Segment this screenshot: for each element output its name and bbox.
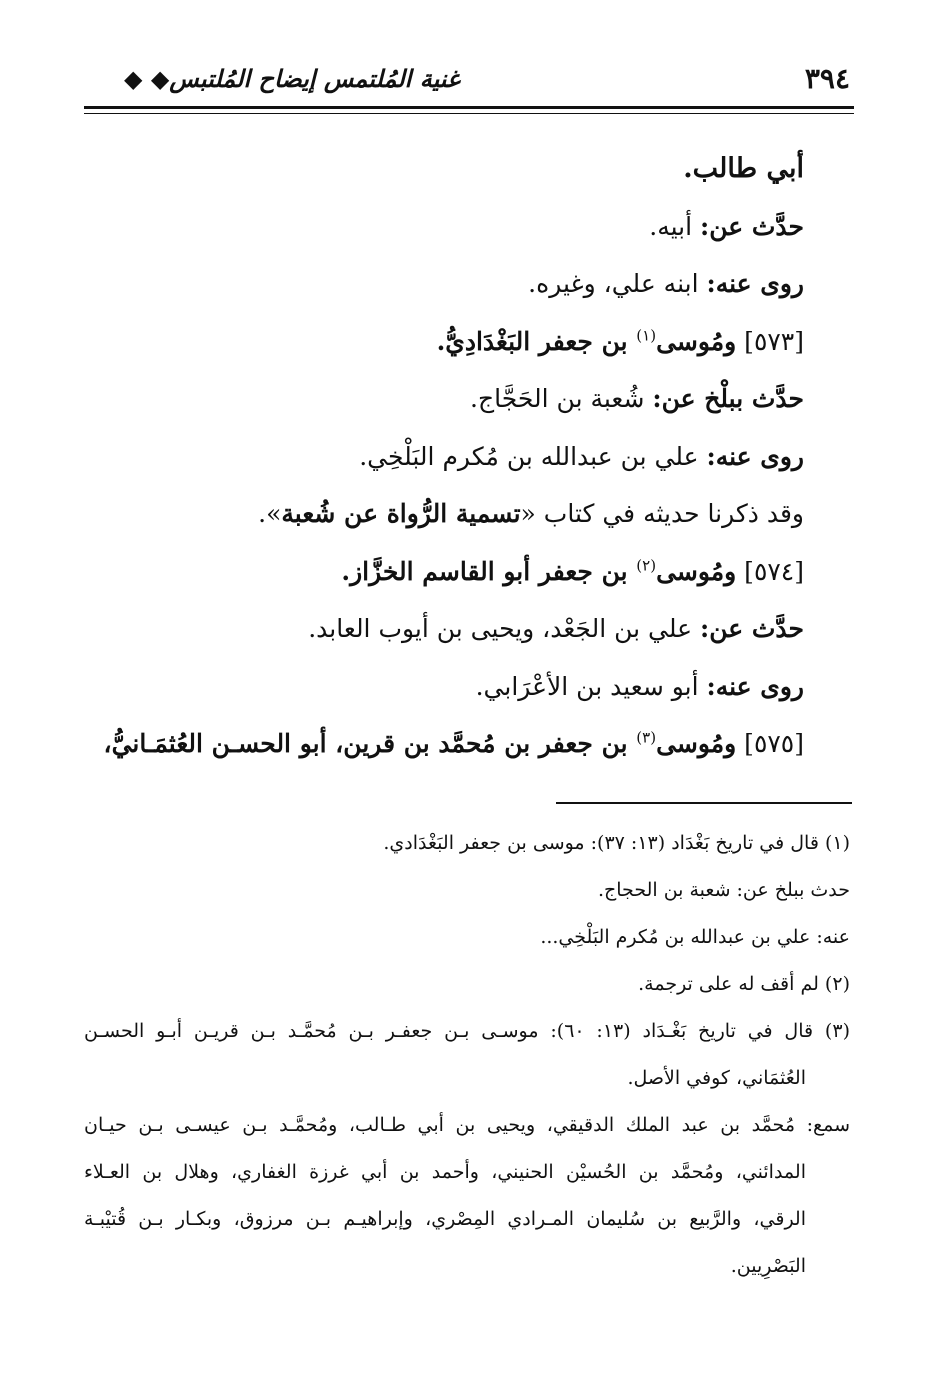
text-line: أبي طالب. (683, 153, 804, 184)
footnotes (84, 820, 850, 1290)
field-label: روى عنه: (706, 671, 804, 701)
field-label: حدَّث ببلْخ عن: (652, 384, 804, 413)
footnote-line: سمع: مُحمَّد بن عبد الملك الدقيقي، ويحيى بن أبي طـالب، ومُحمَّـد بـن عيسـى بـن حيـان (84, 1114, 850, 1136)
text-line (104, 658, 804, 716)
text-pre: وقد ذكرنا حديثه في كتاب « (520, 499, 804, 528)
field-value: شُعبة بن الحَجَّاج. (470, 384, 653, 413)
footnote-line: (١) قال في تاريخ بَغْدَاد (١٣: ٣٧): موسى بن جعفر البَغْدَادي. (383, 832, 850, 854)
text-line (104, 485, 804, 543)
entry-heading (104, 715, 804, 773)
main-text (104, 140, 804, 773)
entry-number: [٥٧٥] (736, 729, 804, 758)
entry-heading (104, 543, 804, 601)
field-label: حدَّث عن: (700, 614, 804, 643)
field-value: علي بن عبدالله بن مُكرم البَلْخِي. (359, 441, 707, 471)
entry-name: ومُوسى (656, 326, 737, 356)
book-title: تسمية الرُّواة عن شُعبة (281, 499, 521, 528)
entry-rest: بن جعفر أبو القاسم الخزَّاز. (341, 556, 637, 586)
text-line (104, 600, 804, 658)
text-post: ». (258, 499, 282, 528)
footnote-line: (٣) قال في تاريخ بَغْـدَاد (١٣: ٦٠): موسـى بـن جعفـر بـن مُحمَّـد بـن قريـن أبـو الحسـن (84, 1020, 850, 1042)
page-header (84, 52, 854, 108)
entry-number: [٥٧٣] (736, 326, 804, 356)
page-number: ٣٩٤ (804, 62, 850, 95)
footnote-line: حدث ببلخ عن: شعبة بن الحجاج. (597, 879, 850, 901)
entry-name: ومُوسى (656, 556, 737, 586)
entry-rest: بن جعفر بن مُحمَّد بن قرين، أبو الحسـن العُثمَـانيُّ، (103, 729, 637, 758)
field-value: أبو سعيد بن الأعْرَابي. (475, 671, 707, 701)
field-label: حدَّث عن: (700, 211, 804, 241)
footnote-line: عنه: علي بن عبدالله بن مُكرم البَلْخِي... (540, 926, 850, 948)
header-rule (84, 106, 854, 109)
footnote-separator (556, 802, 852, 804)
field-label: روى عنه: (706, 441, 804, 471)
text-line (104, 428, 804, 486)
entry-heading (104, 313, 804, 371)
text-line (104, 370, 804, 428)
text-line (104, 255, 804, 313)
footnote-line: المدائني، ومُحمَّد بن الحُسيْن الحنيني، وأحمد بن أبي غرزة الغفاري، وهلال بن العـلاء (84, 1161, 806, 1183)
field-value: ابنه علي، وغيره. (528, 269, 707, 298)
footnote-ref: (١) (636, 326, 657, 345)
footnote-ref: (٢) (636, 556, 657, 575)
field-value: علي بن الجَعْد، ويحيى بن أيوب العابد. (308, 614, 700, 643)
footnote-line: (٢) لم أقف له على ترجمة. (638, 973, 850, 995)
footnote-ref: (٣) (636, 728, 657, 747)
text-line (104, 198, 804, 256)
field-label: روى عنه: (706, 269, 804, 298)
running-title: غنية المُلتمس إيضاح المُلتبس◆ ◆ (124, 64, 460, 93)
footnote-line: العُثمَاني، كوفي الأصل. (627, 1067, 806, 1089)
entry-number: [٥٧٤] (736, 556, 804, 586)
footnote-line: البَصْرِيين. (730, 1255, 806, 1277)
header-rule-thin (84, 113, 854, 114)
entry-rest: بن جعفر البَغْدَادِيُّ. (436, 326, 637, 356)
field-value: أبيه. (649, 211, 700, 241)
footnote-line: الرقي، والرَّبيع بن سُليمان المـرادي المِصْري، وإبراهيـم بـن مرزوق، وبكـار بـن قُتيْبـة (84, 1208, 806, 1230)
entry-name: ومُوسى (656, 729, 737, 758)
